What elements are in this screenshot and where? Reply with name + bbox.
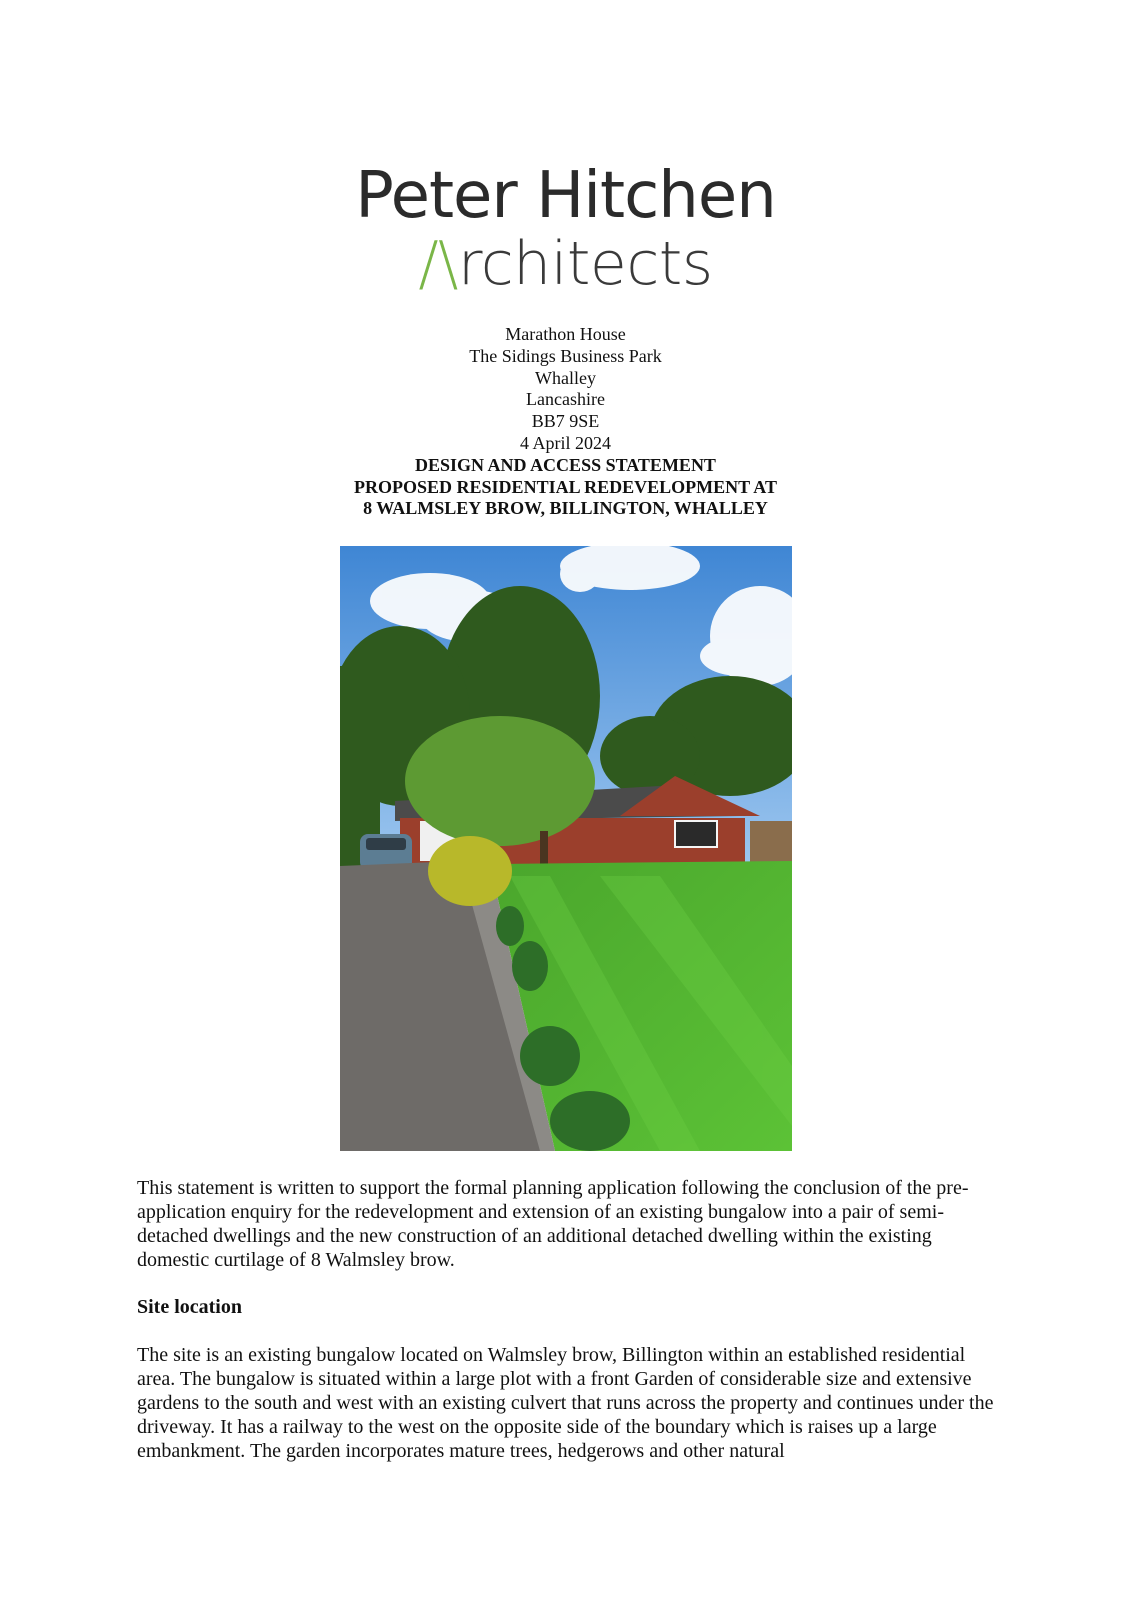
logo-name: Peter Hitchen [355,159,776,233]
intro-paragraph: This statement is written to support the formal planning application following the conclusion of the pre-application enquiry for the redevelopment and extension of an existing bungalow into a pair of semi-detached dwellings and the new construction of an additional detached dwelling within the existing domestic curtilage of 8 Walmsley brow. [137,1177,969,1271]
address-block [0,324,1131,520]
address-line: Lancashire [526,389,605,410]
address-line: BB7 9SE [531,411,600,432]
logo-subtitle [0,229,1131,299]
address-line: Marathon House [505,324,626,344]
document-title: DESIGN AND ACCESS STATEMENT [415,454,716,475]
document-subtitle: PROPOSED RESIDENTIAL REDEVELOPMENT AT [354,476,777,497]
document-site-address: 8 WALMSLEY BROW, BILLINGTON, WHALLEY [363,498,768,519]
company-logo [0,159,1131,299]
document-date: 4 April 2024 [519,432,611,453]
logo-accent-letter: /\ [418,229,458,299]
section-heading-site-location: Site location [137,1296,242,1318]
hedge-shrub [428,836,512,906]
site-photo [340,546,792,1151]
logo-subtitle-rest: rchitects [457,229,713,299]
address-line: Whalley [535,367,596,388]
site-location-paragraph: The site is an existing bungalow located on Walmsley brow, Billington within an established residential area. The bungalow is situated within a large plot with a front Garden of considerable size and extensive gardens to the south and west with an existing culvert that runs across the property and continues under the driveway. It has a railway to the west on the opposite side of the boundary which is raises up a large embankment. The garden incorporates mature trees, hedgerows and other natural [137,1344,994,1462]
address-line: The Sidings Business Park [469,345,662,366]
